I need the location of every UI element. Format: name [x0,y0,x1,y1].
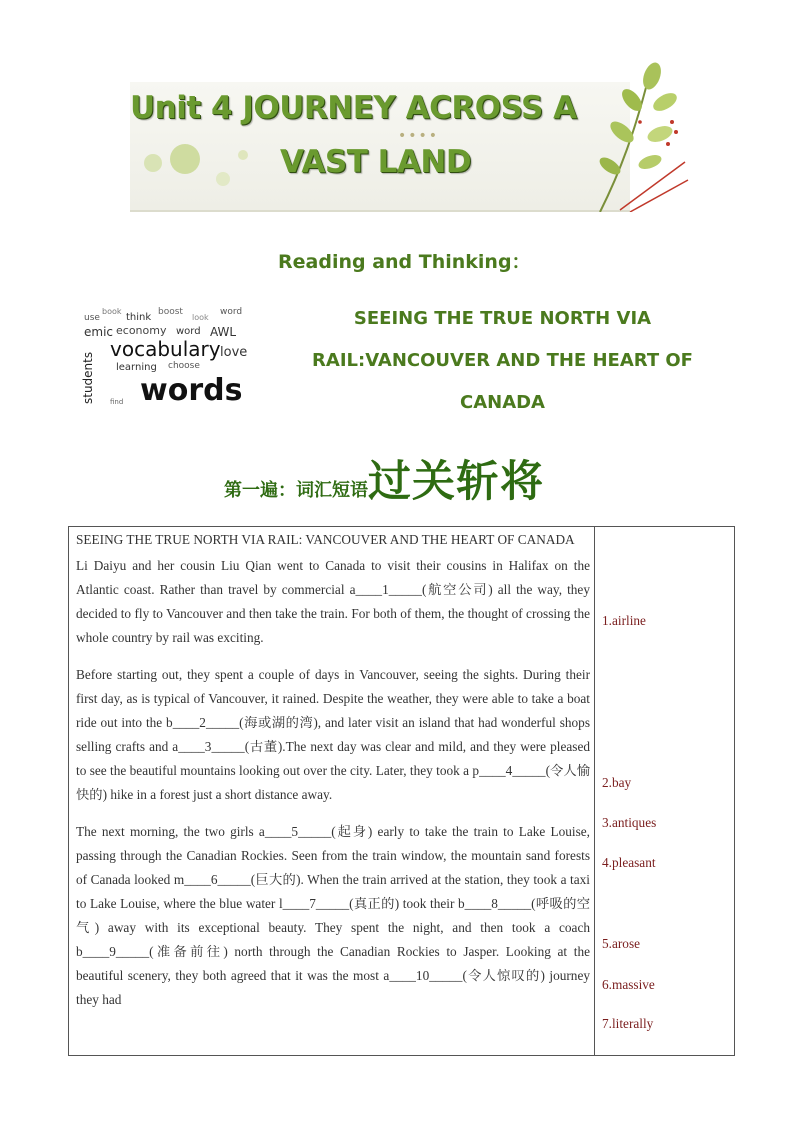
svg-text:AWL: AWL [210,325,237,339]
section-heading-small: 第一遍：词汇短语 [224,480,368,501]
answer-5: 5.arose [602,936,641,951]
svg-text:think: think [126,312,152,323]
svg-text:love: love [220,345,248,360]
decor-dot [170,144,200,174]
decor-dot [216,172,230,186]
svg-text:book: book [102,307,122,316]
passage-cell [76,530,590,1025]
svg-text:look: look [192,313,209,322]
svg-text:students: students [81,351,95,404]
decor-dot [238,150,248,160]
answer-7: 7.literally [602,1016,654,1031]
answer-4: 4.pleasant [602,855,656,870]
passage-paragraph-2: Before starting out, they spent a couple of days in Vancouver, seeing the sights. During their first day, as is typical of Vancouver, it rained. Despite the weather, they were able to take a boat ride out into the b____2_____(海或湖的湾), and later visit an island that had wonderful shops selling crafts and a____3_____(古董).The next day was clear and mild, and they were pleased to see the beautiful mountains looking out over the city. Later, they took a p____4_____(令人愉快的) hike in a forest just a short distance away. [76,667,590,802]
decor-dot [144,154,162,172]
passage-paragraph-1: Li Daiyu and her cousin Liu Qian went to Canada to visit their cousins in Halifax on the Atlantic coast. Rather than travel by commercial a____1_____(航空公司) all the way, they decided to fly to Vancouver and then take the train. For both of them, the thought of crossing the whole country by rail was exciting. [76,558,590,645]
decor-dots: •••• [398,128,440,144]
leaf-branch-icon [580,62,690,212]
svg-text:word: word [176,326,201,337]
section-heading-big: 过关斩将 [368,457,544,507]
unit-title-line2: VAST LAND [280,144,472,180]
passage-paragraph-3: The next morning, the two girls a____5_____(起身) early to take the train to Lake Louise, passing through the Canadian Rockies. Seen from the train window, the mountain sand forests of Canada looked m____6_____(巨大的). When the train arrived at the station, they took a taxi to Lake Louise, where the blue water l____7_____(真正的) took their b____8_____(呼吸的空气) away with its exceptional beauty. They spent the night, and then took a coach b____9_____(准备前往) north through the Canadian Rockies to Jasper. Looking at the beautiful scenery, they both agreed that it was the most a____10_____(令人惊叹的) journey they had [76,824,590,1007]
column-divider [594,527,595,1055]
answer-2: 2.bay [602,775,632,790]
svg-text:use: use [84,313,100,323]
answer-1: 1.airline [602,613,646,628]
answer-6: 6.massive [602,977,655,992]
svg-text:words: words [140,373,243,408]
svg-text:choose: choose [168,361,200,371]
unit-title-line1: Unit 4 JOURNEY ACROSS A [130,90,577,126]
section-heading [224,448,544,509]
svg-text:economy: economy [116,324,167,337]
svg-text:emic: emic [84,325,114,339]
vocabulary-word-cloud-image [80,300,258,408]
passage-heading: SEEING THE TRUE NORTH VIA RAIL: VANCOUVER AND THE HEART OF CANADA [76,532,575,547]
svg-text:find: find [110,398,124,406]
unit-banner [130,62,690,212]
svg-text:vocabulary: vocabulary [110,337,221,361]
reading-title: SEEING THE TRUE NORTH VIA RAIL:VANCOUVER AND THE HEART OF CANADA [312,308,693,413]
answer-3: 3.antiques [602,815,657,830]
svg-text:boost: boost [158,307,183,317]
reading-heading: Reading and Thinking： [278,251,531,273]
svg-text:word: word [220,307,243,317]
svg-text:learning: learning [116,362,157,373]
